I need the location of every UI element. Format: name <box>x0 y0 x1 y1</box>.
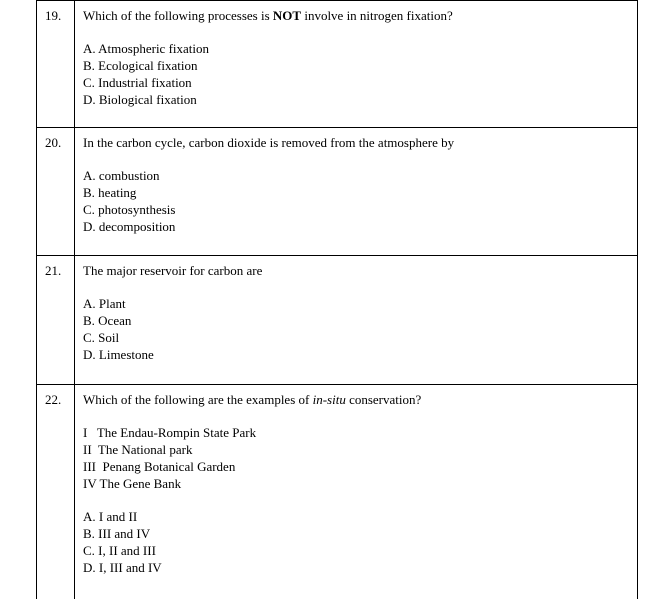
option-line: A. combustion <box>83 168 160 183</box>
question-row <box>37 128 637 256</box>
stem-italic-text: in-situ <box>312 392 346 407</box>
question-row <box>37 385 637 599</box>
answer-options-block <box>83 167 627 235</box>
option-line: A. Atmospheric fixation <box>83 41 210 56</box>
option-line: C. photosynthesis <box>83 202 176 217</box>
option-line: D. I, III and IV <box>83 560 162 575</box>
stem-text: Which of the following are the examples of <box>83 392 313 407</box>
option-line: A. I and II <box>83 509 138 524</box>
question-body <box>75 1 637 127</box>
question-number-cell <box>37 385 75 599</box>
answer-options-block <box>83 295 627 363</box>
question-body <box>75 128 637 255</box>
stem-text: involve in nitrogen fixation? <box>301 8 453 23</box>
question-number: 22. <box>45 392 62 407</box>
stem-text: Which of the following processes is <box>83 8 273 23</box>
question-stem <box>83 391 627 408</box>
question-number-cell <box>37 128 75 255</box>
question-body <box>75 256 637 384</box>
question-body <box>75 385 637 599</box>
option-line: D. Limestone <box>83 347 154 362</box>
statement-line: II The National park <box>83 442 193 457</box>
stem-bold-text: NOT <box>272 8 302 23</box>
answer-options-block <box>83 508 627 576</box>
question-stem <box>83 134 627 151</box>
question-stem <box>83 7 627 24</box>
statement-list-block <box>83 424 627 492</box>
statement-line: I The Endau-Rompin State Park <box>83 425 257 440</box>
option-line: D. decomposition <box>83 219 176 234</box>
question-table <box>36 0 638 599</box>
answer-options-block <box>83 40 627 108</box>
question-number-cell <box>37 256 75 384</box>
option-line: C. I, II and III <box>83 543 156 558</box>
question-stem <box>83 262 627 279</box>
option-line: C. Industrial fixation <box>83 75 192 90</box>
option-line: B. Ecological fixation <box>83 58 198 73</box>
stem-text: In the carbon cycle, carbon dioxide is removed from the atmosphere by <box>83 135 455 150</box>
stem-text: conservation? <box>345 392 422 407</box>
statement-line: IV The Gene Bank <box>83 476 182 491</box>
question-number: 21. <box>45 263 62 278</box>
option-line: B. heating <box>83 185 137 200</box>
question-row <box>37 1 637 128</box>
option-line: D. Biological fixation <box>83 92 197 107</box>
question-number: 20. <box>45 135 62 150</box>
statement-line: III Penang Botanical Garden <box>83 459 236 474</box>
option-line: A. Plant <box>83 296 126 311</box>
question-number-cell <box>37 1 75 127</box>
option-line: C. Soil <box>83 330 120 345</box>
option-line: B. Ocean <box>83 313 132 328</box>
question-number: 19. <box>45 8 62 23</box>
stem-text: The major reservoir for carbon are <box>83 263 263 278</box>
question-row <box>37 256 637 385</box>
option-line: B. III and IV <box>83 526 151 541</box>
